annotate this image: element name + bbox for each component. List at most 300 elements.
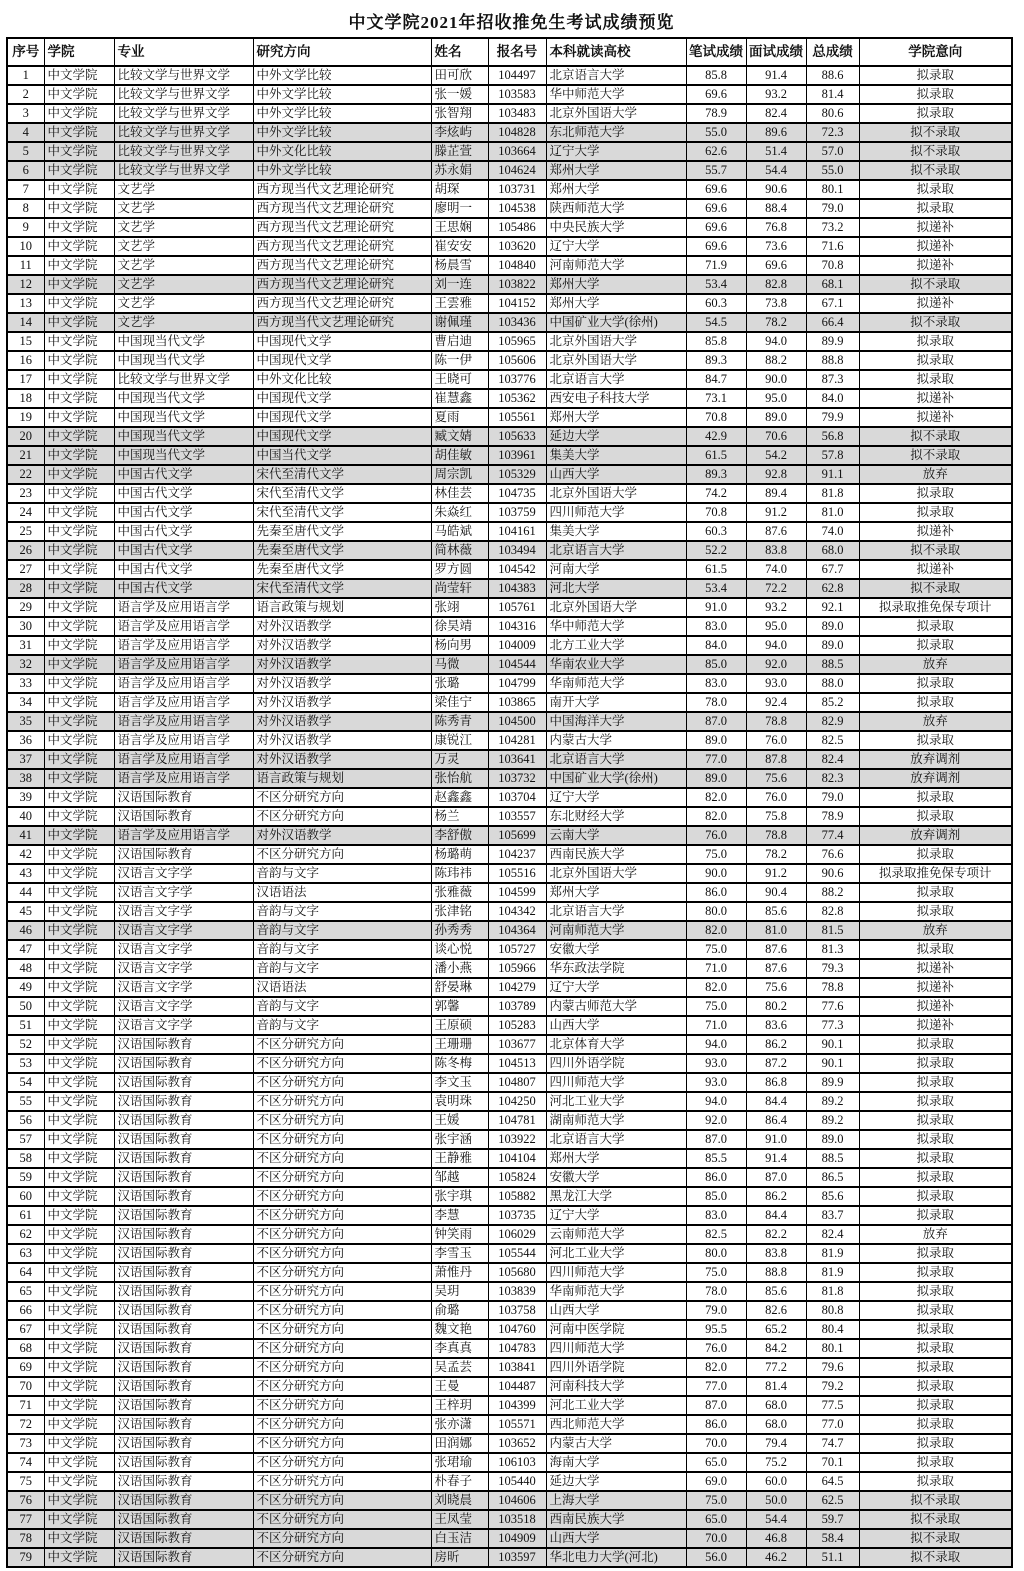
table-row xyxy=(7,370,1012,389)
cell-intent: 拟录取 xyxy=(859,1054,1012,1073)
cell-total-score: 86.5 xyxy=(806,1168,859,1187)
cell-no: 29 xyxy=(7,598,44,617)
cell-school: 海南大学 xyxy=(546,1453,686,1472)
cell-college: 中文学院 xyxy=(44,1529,114,1548)
cell-interview-score: 78.8 xyxy=(746,826,806,845)
cell-direction: 不区分研究方向 xyxy=(253,1111,431,1130)
cell-interview-score: 93.0 xyxy=(746,674,806,693)
cell-major: 汉语言文字学 xyxy=(114,978,253,997)
cell-major: 文艺学 xyxy=(114,218,253,237)
cell-total-score: 57.8 xyxy=(806,446,859,465)
cell-direction: 不区分研究方向 xyxy=(253,1377,431,1396)
cell-intent: 拟录取推免保专项计 xyxy=(859,864,1012,883)
cell-intent: 拟递补 xyxy=(859,256,1012,275)
cell-college: 中文学院 xyxy=(44,1168,114,1187)
cell-school: 北京语言大学 xyxy=(546,750,686,769)
cell-name: 胡琛 xyxy=(431,180,488,199)
cell-college: 中文学院 xyxy=(44,1434,114,1453)
cell-major: 中国现当代文学 xyxy=(114,446,253,465)
cell-written-score: 83.0 xyxy=(686,1206,746,1225)
cell-no: 68 xyxy=(7,1339,44,1358)
cell-no: 34 xyxy=(7,693,44,712)
cell-total-score: 85.6 xyxy=(806,1187,859,1206)
cell-school: 华中师范大学 xyxy=(546,85,686,104)
cell-name: 张宇琪 xyxy=(431,1187,488,1206)
cell-college: 中文学院 xyxy=(44,522,114,541)
cell-name: 李雪玉 xyxy=(431,1244,488,1263)
cell-written-score: 86.0 xyxy=(686,883,746,902)
cell-major: 中国古代文学 xyxy=(114,484,253,503)
cell-college: 中文学院 xyxy=(44,997,114,1016)
cell-reg-no: 104383 xyxy=(488,579,546,598)
cell-name: 简林薇 xyxy=(431,541,488,560)
cell-name: 张翊 xyxy=(431,598,488,617)
cell-intent: 拟录取 xyxy=(859,1073,1012,1092)
table-row xyxy=(7,807,1012,826)
cell-total-score: 85.2 xyxy=(806,693,859,712)
cell-college: 中文学院 xyxy=(44,712,114,731)
cell-school: 西安电子科技大学 xyxy=(546,389,686,408)
cell-no: 59 xyxy=(7,1168,44,1187)
cell-college: 中文学院 xyxy=(44,1548,114,1567)
cell-major: 比较文学与世界文学 xyxy=(114,85,253,104)
cell-no: 50 xyxy=(7,997,44,1016)
table-row xyxy=(7,826,1012,845)
cell-interview-score: 54.4 xyxy=(746,1510,806,1529)
cell-intent: 拟录取 xyxy=(859,180,1012,199)
cell-major: 语言学及应用语言学 xyxy=(114,674,253,693)
cell-major: 汉语国际教育 xyxy=(114,1510,253,1529)
table-row xyxy=(7,142,1012,161)
cell-reg-no: 104342 xyxy=(488,902,546,921)
cell-written-score: 89.0 xyxy=(686,769,746,788)
cell-direction: 语言政策与规划 xyxy=(253,769,431,788)
cell-total-score: 88.5 xyxy=(806,655,859,674)
cell-major: 比较文学与世界文学 xyxy=(114,66,253,85)
cell-name: 万灵 xyxy=(431,750,488,769)
cell-college: 中文学院 xyxy=(44,1453,114,1472)
cell-school: 山西大学 xyxy=(546,1529,686,1548)
cell-total-score: 79.6 xyxy=(806,1358,859,1377)
cell-written-score: 89.0 xyxy=(686,731,746,750)
cell-college: 中文学院 xyxy=(44,750,114,769)
cell-reg-no: 104760 xyxy=(488,1320,546,1339)
cell-school: 河南科技大学 xyxy=(546,1377,686,1396)
cell-school: 四川外语学院 xyxy=(546,1054,686,1073)
cell-school: 华中师范大学 xyxy=(546,617,686,636)
cell-reg-no: 104009 xyxy=(488,636,546,655)
cell-direction: 西方现当代文艺理论研究 xyxy=(253,199,431,218)
cell-school: 陕西师范大学 xyxy=(546,199,686,218)
cell-direction: 中国现代文学 xyxy=(253,427,431,446)
cell-interview-score: 89.6 xyxy=(746,123,806,142)
cell-reg-no: 105486 xyxy=(488,218,546,237)
cell-total-score: 72.3 xyxy=(806,123,859,142)
cell-written-score: 95.5 xyxy=(686,1320,746,1339)
cell-major: 语言学及应用语言学 xyxy=(114,598,253,617)
cell-intent: 拟录取 xyxy=(859,1339,1012,1358)
cell-name: 杨兰 xyxy=(431,807,488,826)
cell-direction: 中国现代文学 xyxy=(253,408,431,427)
cell-written-score: 61.5 xyxy=(686,446,746,465)
cell-no: 61 xyxy=(7,1206,44,1225)
cell-interview-score: 78.8 xyxy=(746,712,806,731)
cell-no: 10 xyxy=(7,237,44,256)
cell-name: 王梓玥 xyxy=(431,1396,488,1415)
cell-major: 中国现当代文学 xyxy=(114,427,253,446)
cell-written-score: 75.0 xyxy=(686,997,746,1016)
cell-total-score: 81.3 xyxy=(806,940,859,959)
cell-written-score: 69.6 xyxy=(686,85,746,104)
cell-major: 中国现当代文学 xyxy=(114,408,253,427)
cell-no: 26 xyxy=(7,541,44,560)
cell-name: 魏文艳 xyxy=(431,1320,488,1339)
cell-name: 潘小燕 xyxy=(431,959,488,978)
cell-name: 刘晓晨 xyxy=(431,1491,488,1510)
cell-reg-no: 103664 xyxy=(488,142,546,161)
cell-direction: 不区分研究方向 xyxy=(253,1339,431,1358)
cell-no: 45 xyxy=(7,902,44,921)
cell-major: 文艺学 xyxy=(114,275,253,294)
cell-interview-score: 76.8 xyxy=(746,218,806,237)
cell-written-score: 82.0 xyxy=(686,807,746,826)
cell-school: 北京外国语大学 xyxy=(546,864,686,883)
cell-written-score: 82.0 xyxy=(686,978,746,997)
cell-no: 70 xyxy=(7,1377,44,1396)
cell-total-score: 81.8 xyxy=(806,484,859,503)
cell-direction: 不区分研究方向 xyxy=(253,1548,431,1567)
cell-major: 比较文学与世界文学 xyxy=(114,123,253,142)
cell-intent: 拟不录取 xyxy=(859,579,1012,598)
cell-college: 中文学院 xyxy=(44,883,114,902)
cell-major: 汉语国际教育 xyxy=(114,1358,253,1377)
cell-major: 中国古代文学 xyxy=(114,522,253,541)
cell-college: 中文学院 xyxy=(44,313,114,332)
cell-total-score: 83.7 xyxy=(806,1206,859,1225)
cell-written-score: 84.7 xyxy=(686,370,746,389)
cell-school: 山西大学 xyxy=(546,1016,686,1035)
table-row xyxy=(7,1396,1012,1415)
cell-interview-score: 86.2 xyxy=(746,1187,806,1206)
cell-school: 华南师范大学 xyxy=(546,674,686,693)
cell-college: 中文学院 xyxy=(44,142,114,161)
cell-interview-score: 81.4 xyxy=(746,1377,806,1396)
cell-reg-no: 103841 xyxy=(488,1358,546,1377)
cell-school: 四川师范大学 xyxy=(546,503,686,522)
cell-total-score: 58.4 xyxy=(806,1529,859,1548)
cell-direction: 音韵与文字 xyxy=(253,864,431,883)
table-row xyxy=(7,712,1012,731)
cell-no: 64 xyxy=(7,1263,44,1282)
cell-total-score: 76.6 xyxy=(806,845,859,864)
cell-reg-no: 103620 xyxy=(488,237,546,256)
cell-intent: 拟录取 xyxy=(859,1187,1012,1206)
cell-major: 中国现当代文学 xyxy=(114,351,253,370)
cell-school: 四川师范大学 xyxy=(546,1073,686,1092)
table-row xyxy=(7,1301,1012,1320)
table-row xyxy=(7,978,1012,997)
cell-reg-no: 103518 xyxy=(488,1510,546,1529)
cell-written-score: 75.0 xyxy=(686,1491,746,1510)
cell-total-score: 78.8 xyxy=(806,978,859,997)
cell-major: 语言学及应用语言学 xyxy=(114,655,253,674)
cell-college: 中文学院 xyxy=(44,275,114,294)
cell-reg-no: 106029 xyxy=(488,1225,546,1244)
cell-total-score: 88.8 xyxy=(806,351,859,370)
cell-school: 郑州大学 xyxy=(546,408,686,427)
cell-reg-no: 103597 xyxy=(488,1548,546,1567)
cell-direction: 宋代至清代文学 xyxy=(253,503,431,522)
cell-direction: 不区分研究方向 xyxy=(253,1130,431,1149)
cell-intent: 放弃 xyxy=(859,712,1012,731)
cell-major: 汉语国际教育 xyxy=(114,1130,253,1149)
cell-total-score: 82.5 xyxy=(806,731,859,750)
cell-interview-score: 68.0 xyxy=(746,1396,806,1415)
cell-written-score: 53.4 xyxy=(686,275,746,294)
cell-interview-score: 93.2 xyxy=(746,598,806,617)
cell-total-score: 64.5 xyxy=(806,1472,859,1491)
cell-school: 辽宁大学 xyxy=(546,142,686,161)
cell-total-score: 80.1 xyxy=(806,1339,859,1358)
cell-total-score: 77.4 xyxy=(806,826,859,845)
cell-total-score: 66.4 xyxy=(806,313,859,332)
cell-intent: 拟不录取 xyxy=(859,1491,1012,1510)
cell-major: 汉语国际教育 xyxy=(114,788,253,807)
cell-college: 中文学院 xyxy=(44,1301,114,1320)
cell-direction: 对外汉语教学 xyxy=(253,674,431,693)
cell-intent: 拟录取 xyxy=(859,66,1012,85)
cell-intent: 拟递补 xyxy=(859,218,1012,237)
cell-name: 苏永娟 xyxy=(431,161,488,180)
cell-college: 中文学院 xyxy=(44,902,114,921)
cell-school: 集美大学 xyxy=(546,446,686,465)
cell-direction: 语言政策与规划 xyxy=(253,598,431,617)
cell-written-score: 93.0 xyxy=(686,1054,746,1073)
cell-written-score: 55.0 xyxy=(686,123,746,142)
cell-total-score: 57.0 xyxy=(806,142,859,161)
cell-major: 比较文学与世界文学 xyxy=(114,370,253,389)
cell-reg-no: 103583 xyxy=(488,85,546,104)
cell-written-score: 69.6 xyxy=(686,237,746,256)
cell-school: 北京语言大学 xyxy=(546,66,686,85)
cell-school: 河北工业大学 xyxy=(546,1396,686,1415)
cell-total-score: 79.3 xyxy=(806,959,859,978)
cell-interview-score: 54.4 xyxy=(746,161,806,180)
cell-reg-no: 105283 xyxy=(488,1016,546,1035)
cell-reg-no: 105561 xyxy=(488,408,546,427)
cell-reg-no: 103557 xyxy=(488,807,546,826)
cell-direction: 音韵与文字 xyxy=(253,940,431,959)
cell-interview-score: 91.4 xyxy=(746,1149,806,1168)
cell-no: 39 xyxy=(7,788,44,807)
cell-written-score: 71.9 xyxy=(686,256,746,275)
cell-major: 汉语国际教育 xyxy=(114,1434,253,1453)
table-row xyxy=(7,465,1012,484)
cell-no: 56 xyxy=(7,1111,44,1130)
cell-name: 谈心悦 xyxy=(431,940,488,959)
cell-major: 语言学及应用语言学 xyxy=(114,617,253,636)
cell-written-score: 61.5 xyxy=(686,560,746,579)
cell-total-score: 55.0 xyxy=(806,161,859,180)
cell-no: 4 xyxy=(7,123,44,142)
cell-intent: 拟录取 xyxy=(859,1111,1012,1130)
cell-interview-score: 81.0 xyxy=(746,921,806,940)
cell-direction: 中国现代文学 xyxy=(253,332,431,351)
cell-written-score: 78.0 xyxy=(686,693,746,712)
cell-name: 廖明一 xyxy=(431,199,488,218)
cell-intent: 放弃 xyxy=(859,465,1012,484)
cell-interview-score: 82.8 xyxy=(746,275,806,294)
cell-college: 中文学院 xyxy=(44,1339,114,1358)
cell-total-score: 92.1 xyxy=(806,598,859,617)
cell-direction: 对外汉语教学 xyxy=(253,712,431,731)
cell-no: 8 xyxy=(7,199,44,218)
cell-interview-score: 83.6 xyxy=(746,1016,806,1035)
cell-direction: 不区分研究方向 xyxy=(253,1035,431,1054)
cell-major: 中国现当代文学 xyxy=(114,332,253,351)
cell-name: 王原硕 xyxy=(431,1016,488,1035)
cell-school: 集美大学 xyxy=(546,522,686,541)
cell-school: 辽宁大学 xyxy=(546,788,686,807)
cell-interview-score: 80.2 xyxy=(746,997,806,1016)
cell-major: 汉语国际教育 xyxy=(114,1282,253,1301)
cell-reg-no: 105824 xyxy=(488,1168,546,1187)
cell-total-score: 79.9 xyxy=(806,408,859,427)
cell-major: 汉语国际教育 xyxy=(114,1035,253,1054)
cell-college: 中文学院 xyxy=(44,788,114,807)
cell-intent: 拟递补 xyxy=(859,997,1012,1016)
cell-college: 中文学院 xyxy=(44,1111,114,1130)
cell-direction: 西方现当代文艺理论研究 xyxy=(253,275,431,294)
table-row xyxy=(7,1472,1012,1491)
cell-written-score: 70.0 xyxy=(686,1529,746,1548)
cell-name: 滕芷萱 xyxy=(431,142,488,161)
cell-reg-no: 103494 xyxy=(488,541,546,560)
cell-major: 比较文学与世界文学 xyxy=(114,161,253,180)
cell-no: 25 xyxy=(7,522,44,541)
cell-reg-no: 103865 xyxy=(488,693,546,712)
cell-major: 汉语言文字学 xyxy=(114,1016,253,1035)
cell-intent: 拟录取 xyxy=(859,1472,1012,1491)
cell-major: 中国古代文学 xyxy=(114,579,253,598)
cell-college: 中文学院 xyxy=(44,1206,114,1225)
cell-no: 21 xyxy=(7,446,44,465)
cell-name: 钟笑雨 xyxy=(431,1225,488,1244)
cell-major: 文艺学 xyxy=(114,313,253,332)
cell-total-score: 77.6 xyxy=(806,997,859,1016)
cell-total-score: 56.8 xyxy=(806,427,859,446)
cell-no: 57 xyxy=(7,1130,44,1149)
cell-college: 中文学院 xyxy=(44,617,114,636)
cell-name: 崔慧鑫 xyxy=(431,389,488,408)
cell-intent: 拟递补 xyxy=(859,560,1012,579)
cell-total-score: 88.2 xyxy=(806,883,859,902)
cell-written-score: 52.2 xyxy=(686,541,746,560)
cell-reg-no: 103822 xyxy=(488,275,546,294)
cell-no: 28 xyxy=(7,579,44,598)
cell-school: 辽宁大学 xyxy=(546,237,686,256)
cell-written-score: 85.0 xyxy=(686,1187,746,1206)
cell-written-score: 89.3 xyxy=(686,465,746,484)
cell-written-score: 56.0 xyxy=(686,1548,746,1567)
cell-no: 22 xyxy=(7,465,44,484)
cell-college: 中文学院 xyxy=(44,1244,114,1263)
cell-college: 中文学院 xyxy=(44,598,114,617)
cell-name: 李文玉 xyxy=(431,1073,488,1092)
cell-no: 12 xyxy=(7,275,44,294)
cell-interview-score: 94.0 xyxy=(746,332,806,351)
table-row xyxy=(7,617,1012,636)
cell-major: 汉语国际教育 xyxy=(114,1396,253,1415)
cell-name: 张亦潇 xyxy=(431,1415,488,1434)
cell-college: 中文学院 xyxy=(44,1358,114,1377)
cell-total-score: 88.5 xyxy=(806,1149,859,1168)
cell-name: 梁佳宁 xyxy=(431,693,488,712)
cell-reg-no: 105571 xyxy=(488,1415,546,1434)
cell-college: 中文学院 xyxy=(44,85,114,104)
cell-reg-no: 104599 xyxy=(488,883,546,902)
table-row xyxy=(7,788,1012,807)
table-row xyxy=(7,636,1012,655)
cell-total-score: 90.1 xyxy=(806,1035,859,1054)
cell-direction: 对外汉语教学 xyxy=(253,617,431,636)
cell-name: 张津铭 xyxy=(431,902,488,921)
cell-major: 语言学及应用语言学 xyxy=(114,769,253,788)
cell-school: 黑龙江大学 xyxy=(546,1187,686,1206)
table-row xyxy=(7,1244,1012,1263)
cell-interview-score: 87.8 xyxy=(746,750,806,769)
cell-total-score: 89.0 xyxy=(806,1130,859,1149)
cell-reg-no: 105680 xyxy=(488,1263,546,1282)
cell-interview-score: 88.4 xyxy=(746,199,806,218)
cell-no: 47 xyxy=(7,940,44,959)
cell-total-score: 89.9 xyxy=(806,332,859,351)
cell-name: 陈玮祎 xyxy=(431,864,488,883)
cell-name: 袁明珠 xyxy=(431,1092,488,1111)
cell-no: 58 xyxy=(7,1149,44,1168)
cell-interview-score: 90.6 xyxy=(746,180,806,199)
cell-written-score: 62.6 xyxy=(686,142,746,161)
cell-major: 汉语国际教育 xyxy=(114,1225,253,1244)
cell-reg-no: 104487 xyxy=(488,1377,546,1396)
cell-written-score: 86.0 xyxy=(686,1168,746,1187)
cell-interview-score: 82.6 xyxy=(746,1301,806,1320)
cell-reg-no: 104538 xyxy=(488,199,546,218)
cell-direction: 音韵与文字 xyxy=(253,959,431,978)
cell-no: 18 xyxy=(7,389,44,408)
cell-intent: 拟录取 xyxy=(859,674,1012,693)
cell-no: 35 xyxy=(7,712,44,731)
cell-major: 汉语国际教育 xyxy=(114,1491,253,1510)
cell-reg-no: 103922 xyxy=(488,1130,546,1149)
cell-no: 73 xyxy=(7,1434,44,1453)
cell-major: 汉语言文字学 xyxy=(114,997,253,1016)
cell-reg-no: 103436 xyxy=(488,313,546,332)
cell-total-score: 90.1 xyxy=(806,1054,859,1073)
cell-reg-no: 103961 xyxy=(488,446,546,465)
cell-intent: 拟录取 xyxy=(859,370,1012,389)
cell-name: 杨璐萌 xyxy=(431,845,488,864)
cell-school: 北京语言大学 xyxy=(546,902,686,921)
cell-direction: 不区分研究方向 xyxy=(253,1282,431,1301)
cell-major: 汉语国际教育 xyxy=(114,1111,253,1130)
cell-interview-score: 90.4 xyxy=(746,883,806,902)
cell-reg-no: 103789 xyxy=(488,997,546,1016)
cell-written-score: 94.0 xyxy=(686,1035,746,1054)
cell-school: 北京体育大学 xyxy=(546,1035,686,1054)
cell-interview-score: 85.6 xyxy=(746,1282,806,1301)
cell-interview-score: 82.2 xyxy=(746,1225,806,1244)
